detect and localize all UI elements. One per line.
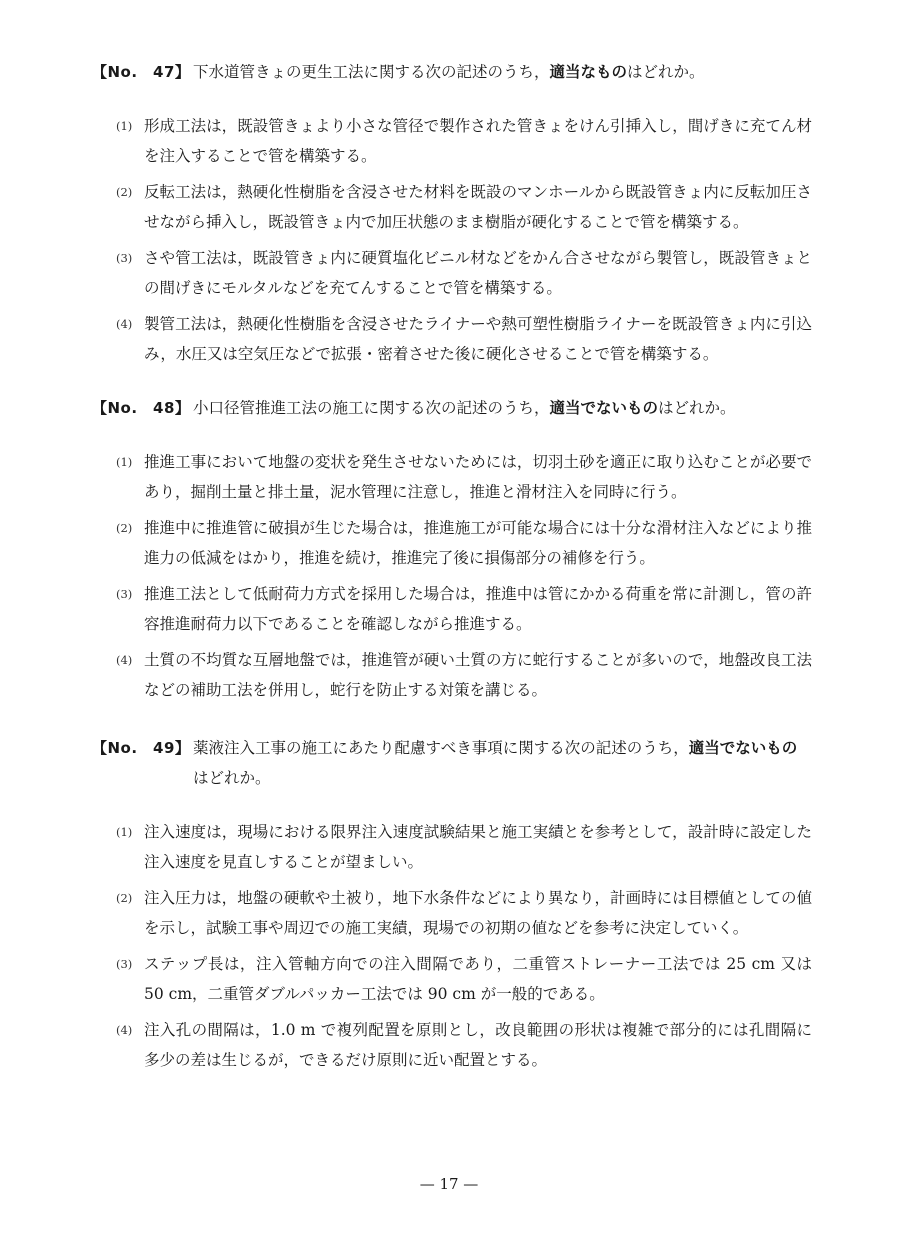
option-number: (1): [116, 455, 133, 469]
option-text: さや管工法は，既設管きょ内に硬質塩化ビニル材などをかん合させながら製管し，既設管きょとの間げきにモルタルなどを充てんすることで管を構築する。: [144, 249, 812, 297]
question-text: 薬液注入工事の施工にあたり配慮すべき事項に関する次の記述のうち，適当でないものはどれか。: [193, 739, 798, 787]
option-text: ステップ長は，注入管軸方向での注入間隔であり，二重管ストレーナー工法では 25 cm 又は 50 cm，二重管ダブルパッカー工法では 90 cm が一般的である。: [144, 955, 812, 1003]
option-text: 注入圧力は，地盤の硬軟や土被り，地下水条件などにより異なり，計画時には目標値としての値を示し，試験工事や周辺での施工実績，現場での初期の値などを参考に決定していく。: [144, 889, 812, 937]
option-number: (2): [116, 185, 133, 199]
option-item: [92, 645, 812, 705]
option-number: (4): [116, 1023, 133, 1037]
option-text: 注入速度は，現場における限界注入速度試験結果と施工実績とを参考として，設計時に設定した注入速度を見直しすることが望ましい。: [144, 823, 812, 871]
option-number: (2): [116, 521, 133, 535]
question-header: [92, 733, 812, 793]
question-header: [92, 393, 812, 423]
page-number: — 17 —: [419, 1175, 479, 1193]
question-text: 下水道管きょの更生工法に関する次の記述のうち，適当なものはどれか。: [193, 63, 705, 81]
question-number: 【No. 48】: [92, 399, 191, 417]
option-item: [92, 177, 812, 237]
option-item: [92, 949, 812, 1009]
question-header: [92, 57, 812, 87]
question-emphasis: 適当なもの: [549, 63, 628, 81]
option-number: (3): [116, 587, 133, 601]
option-text: 推進中に推進管に破損が生じた場合は，推進施工が可能な場合には十分な滑材注入などにより推進力の低減をはかり，推進を続け，推進完了後に損傷部分の補修を行う。: [144, 519, 812, 567]
option-number: (2): [116, 891, 133, 905]
option-item: [92, 1015, 812, 1075]
question-emphasis: 適当でないもの: [688, 739, 798, 757]
option-number: (3): [116, 957, 133, 971]
option-item: [92, 111, 812, 171]
option-number: (4): [116, 317, 133, 331]
option-list: [92, 111, 812, 369]
option-item: [92, 883, 812, 943]
question-emphasis: 適当でないもの: [549, 399, 659, 417]
question-49: [92, 733, 812, 1081]
option-text: 推進工事において地盤の変状を発生させないためには，切羽土砂を適正に取り込むことが必要であり，掘削土量と排土量，泥水管理に注意し，推進と滑材注入を同時に行う。: [144, 453, 812, 501]
option-item: [92, 447, 812, 507]
option-item: [92, 513, 812, 573]
option-text: 製管工法は，熱硬化性樹脂を含浸させたライナーや熱可塑性樹脂ライナーを既設管きょ内に引込み，水圧又は空気圧などで拡張・密着させた後に硬化させることで管を構築する。: [144, 315, 812, 363]
question-48: [92, 393, 812, 711]
option-text: 反転工法は，熱硬化性樹脂を含浸させた材料を既設のマンホールから既設管きょ内に反転加圧させながら挿入し，既設管きょ内で加圧状態のまま樹脂が硬化することで管を構築する。: [144, 183, 812, 231]
question-number: 【No. 49】: [92, 739, 191, 757]
option-text: 土質の不均質な互層地盤では，推進管が硬い土質の方に蛇行することが多いので，地盤改良工法などの補助工法を併用し，蛇行を防止する対策を講じる。: [144, 651, 812, 699]
option-text: 形成工法は，既設管きょより小さな管径で製作された管きょをけん引挿入し，間げきに充てん材を注入することで管を構築する。: [144, 117, 812, 165]
option-number: (3): [116, 251, 133, 265]
option-list: [92, 447, 812, 705]
question-47: [92, 57, 812, 375]
option-text: 推進工法として低耐荷力方式を採用した場合は，推進中は管にかかる荷重を常に計測し，管の許容推進耐荷力以下であることを確認しながら推進する。: [144, 585, 812, 633]
option-number: (1): [116, 119, 133, 133]
question-number: 【No. 47】: [92, 63, 191, 81]
option-item: [92, 817, 812, 877]
option-item: [92, 243, 812, 303]
question-text: 小口径管推進工法の施工に関する次の記述のうち，適当でないものはどれか。: [193, 399, 736, 417]
option-item: [92, 309, 812, 369]
option-item: [92, 579, 812, 639]
option-number: (4): [116, 653, 133, 667]
option-text: 注入孔の間隔は，1.0 m で複列配置を原則とし，改良範囲の形状は複雑で部分的には孔間隔に多少の差は生じるが，できるだけ原則に近い配置とする。: [144, 1021, 812, 1069]
option-list: [92, 817, 812, 1075]
option-number: (1): [116, 825, 133, 839]
